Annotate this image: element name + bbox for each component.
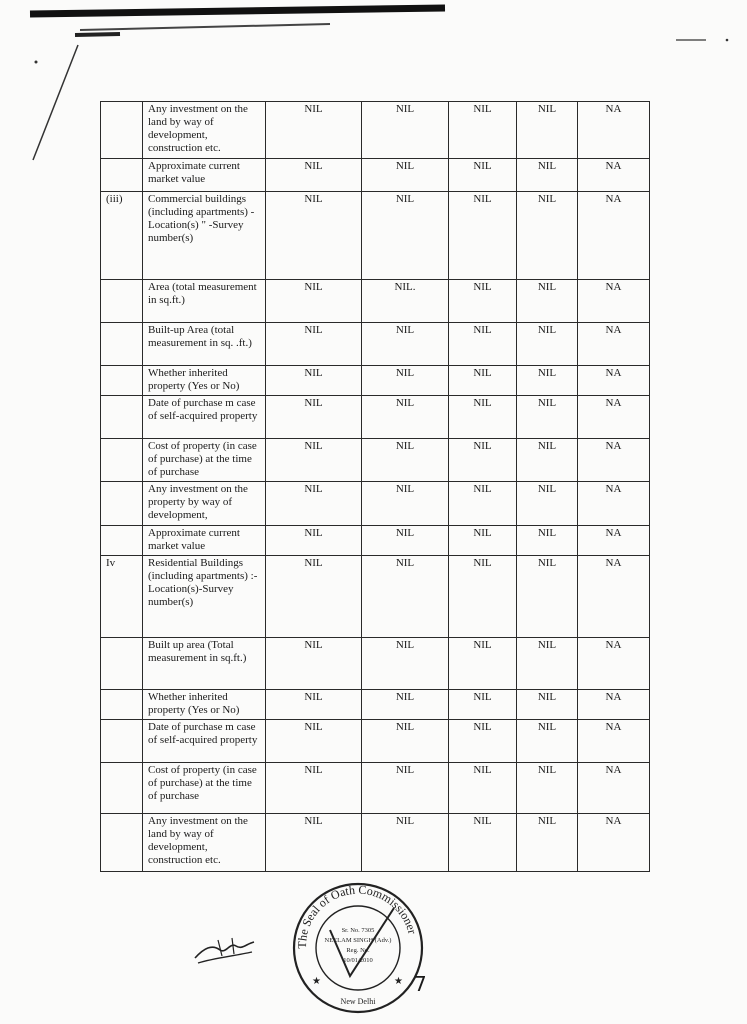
value-cell: NIL [517,482,578,526]
value-cell: NIL [517,526,578,556]
description-cell: Area (total measurement in sq.ft.) [143,280,266,323]
value-cell: NIL [362,638,449,690]
table-row [101,366,650,396]
description-cell: Whether inherited property (Yes or No) [143,690,266,720]
value-cell: NIL [517,556,578,638]
description-cell: Cost of property (in case of purchase) at the time of purchase [143,439,266,482]
description-cell: Residential Buildings (including apartments) :- Location(s)-Survey number(s) [143,556,266,638]
value-cell: NIL [517,720,578,763]
serial-number-cell [101,396,143,439]
seal-inner-line: Sr. No. 7305 [341,927,375,934]
serial-number-cell [101,323,143,366]
value-cell: NIL [266,526,362,556]
value-cell: NIL [517,192,578,280]
table-row [101,323,650,366]
value-cell: NA [578,720,650,763]
seal-bottom-text: New Delhi [340,997,376,1006]
value-cell: NIL [517,439,578,482]
value-cell: NIL [266,102,362,159]
seal-inner-line: 10/01/2010 [343,957,373,964]
value-cell: NIL [449,323,517,366]
value-cell: NIL [449,526,517,556]
serial-number-cell [101,526,143,556]
value-cell: NA [578,439,650,482]
description-cell: Commercial buildings (including apartments) -Location(s) " -Survey number(s) [143,192,266,280]
value-cell: NIL [266,192,362,280]
svg-text:★: ★ [394,976,403,987]
value-cell: NIL [266,280,362,323]
description-cell: Approximate current market value [143,526,266,556]
value-cell: NIL [449,763,517,814]
table-row [101,814,650,872]
value-cell: NIL [449,102,517,159]
value-cell: NA [578,638,650,690]
value-cell: NIL [362,556,449,638]
description-cell: Date of purchase m case of self-acquired property [143,720,266,763]
value-cell: NIL [362,690,449,720]
value-cell: NIL [449,396,517,439]
value-cell: NIL [449,280,517,323]
serial-number-cell [101,159,143,192]
value-cell: NIL [517,690,578,720]
value-cell: NIL [266,439,362,482]
value-cell: NA [578,102,650,159]
value-cell: NA [578,482,650,526]
value-cell: NIL [517,638,578,690]
value-cell: NIL [517,280,578,323]
seal-inner-line: NEELAM SINGH (Adv.) [324,937,392,944]
serial-number-cell [101,638,143,690]
value-cell: NIL [362,720,449,763]
value-cell: NIL [517,323,578,366]
seal-outer-text: The Seal of Oath Commissioner [294,882,420,949]
value-cell: NIL [362,763,449,814]
value-cell: NIL [449,439,517,482]
table-row [101,192,650,280]
value-cell: NIL [266,763,362,814]
page-number: 7 [414,972,427,996]
value-cell: NIL [449,192,517,280]
value-cell: NIL [362,396,449,439]
value-cell: NIL [266,720,362,763]
oath-commissioner-seal [290,880,426,1016]
value-cell: NA [578,556,650,638]
value-cell: NIL [266,690,362,720]
description-cell: Approximate current market value [143,159,266,192]
value-cell: NA [578,690,650,720]
table-row [101,280,650,323]
table-row [101,439,650,482]
value-cell: NA [578,366,650,396]
serial-number-cell [101,102,143,159]
description-cell: Any investment on the land by way of development, construction etc. [143,102,266,159]
value-cell: NA [578,396,650,439]
value-cell: NIL [362,192,449,280]
value-cell: NIL [266,366,362,396]
value-cell: NIL [362,526,449,556]
value-cell: NIL [517,102,578,159]
value-cell: NIL [266,814,362,872]
value-cell: NA [578,814,650,872]
value-cell: NIL [449,482,517,526]
value-cell: NIL [517,763,578,814]
serial-number-cell: (iii) [101,192,143,280]
handwritten-signature [190,930,260,970]
value-cell: NA [578,763,650,814]
value-cell: NIL [362,814,449,872]
serial-number-cell [101,814,143,872]
value-cell: NA [578,280,650,323]
table-row [101,556,650,638]
value-cell: NIL [517,366,578,396]
value-cell: NIL [449,720,517,763]
value-cell: NIL [266,396,362,439]
value-cell: NIL [362,159,449,192]
table-row [101,102,650,159]
description-cell: Any investment on the land by way of development, construction etc. [143,814,266,872]
value-cell: NA [578,192,650,280]
table-row [101,159,650,192]
serial-number-cell [101,482,143,526]
serial-number-cell [101,720,143,763]
table-row [101,638,650,690]
serial-number-cell [101,763,143,814]
table-row [101,720,650,763]
serial-number-cell [101,439,143,482]
description-cell: Cost of property (in case of purchase) at the time of purchase [143,763,266,814]
value-cell: NIL [449,814,517,872]
value-cell: NIL [449,556,517,638]
description-cell: Built-up Area (total measurement in sq. .ft.) [143,323,266,366]
value-cell: NIL [266,159,362,192]
value-cell: NA [578,159,650,192]
value-cell: NIL [517,814,578,872]
table-row [101,763,650,814]
value-cell: NIL [449,690,517,720]
value-cell: NA [578,526,650,556]
table-row [101,396,650,439]
table-row [101,690,650,720]
serial-number-cell: Iv [101,556,143,638]
value-cell: NIL [517,396,578,439]
value-cell: NIL [266,556,362,638]
description-cell: Built up area (Total measurement in sq.ft.) [143,638,266,690]
description-cell: Any investment on the property by way of development, [143,482,266,526]
description-cell: Date of purchase m case of self-acquired property [143,396,266,439]
svg-text:★: ★ [312,976,321,987]
value-cell: NIL. [362,280,449,323]
value-cell: NIL [449,159,517,192]
serial-number-cell [101,690,143,720]
table-row [101,482,650,526]
value-cell: NA [578,323,650,366]
value-cell: NIL [362,482,449,526]
value-cell: NIL [266,323,362,366]
asset-declaration-table [100,101,650,872]
value-cell: NIL [449,638,517,690]
value-cell: NIL [362,102,449,159]
seal-inner-line: Reg. No. [346,947,370,954]
table-row [101,526,650,556]
value-cell: NIL [449,366,517,396]
serial-number-cell [101,366,143,396]
value-cell: NIL [362,323,449,366]
value-cell: NIL [362,439,449,482]
value-cell: NIL [362,366,449,396]
serial-number-cell [101,280,143,323]
description-cell: Whether inherited property (Yes or No) [143,366,266,396]
value-cell: NIL [266,482,362,526]
value-cell: NIL [517,159,578,192]
value-cell: NIL [266,638,362,690]
